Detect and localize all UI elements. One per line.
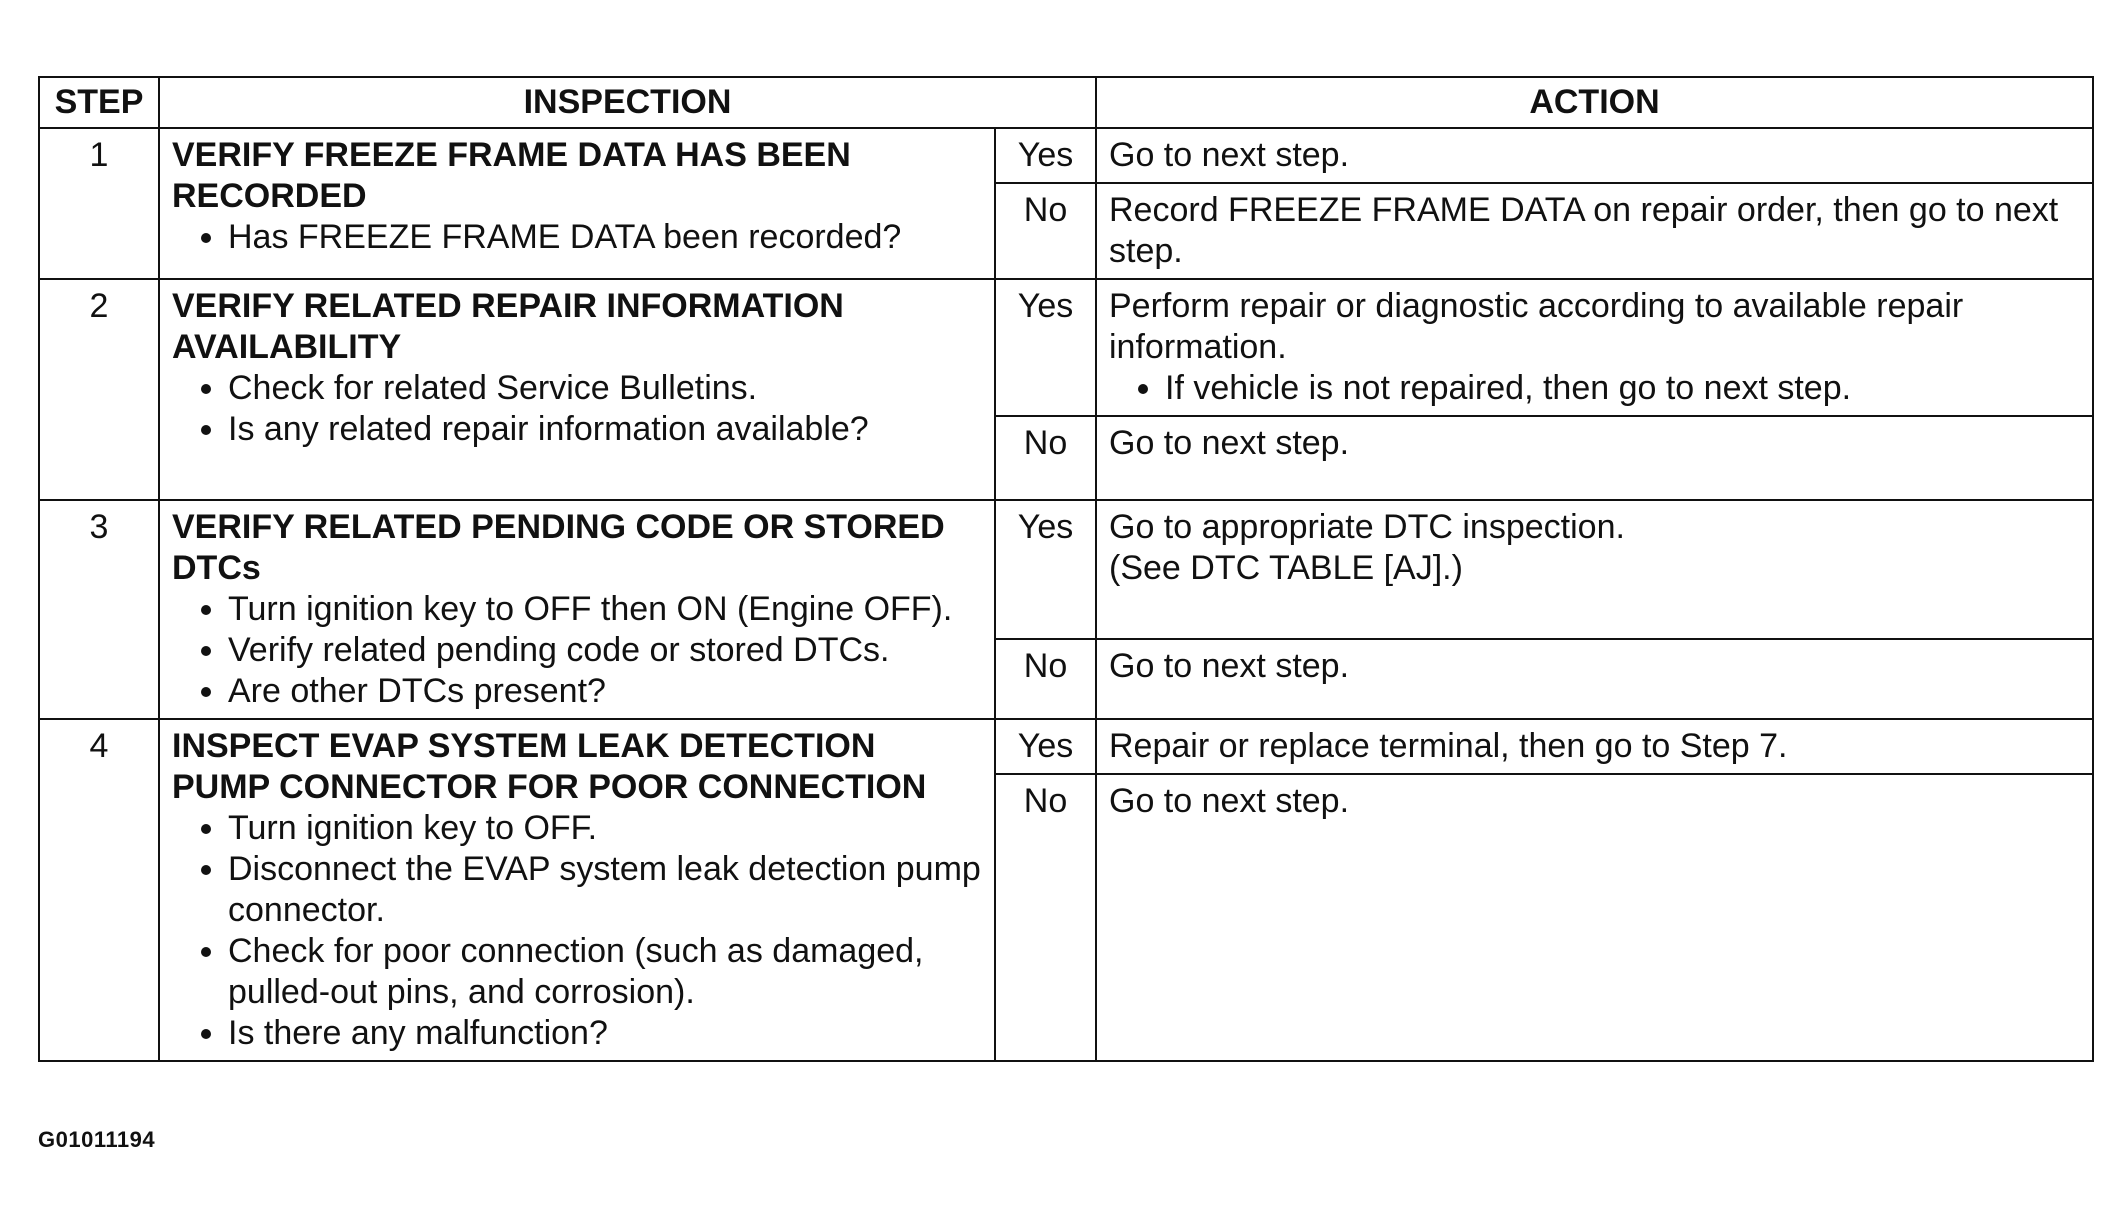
no-label: No xyxy=(995,639,1096,719)
figure-id: G01011194 xyxy=(38,1127,156,1152)
action-bullet: • If vehicle is not repaired, then go to next step. xyxy=(1165,368,2080,409)
inspection-bullets xyxy=(172,808,982,1054)
step-1-yes-row xyxy=(39,128,2093,183)
inspection-title: INSPECT EVAP SYSTEM LEAK DETECTION PUMP CONNECTOR FOR POOR CONNECTION xyxy=(172,727,927,806)
inspection-cell xyxy=(159,719,995,1061)
yes-action: Go to next step. xyxy=(1096,128,2093,183)
header-row xyxy=(39,77,2093,128)
yes-action: Repair or replace terminal, then go to Step 7. xyxy=(1096,719,2093,774)
no-label: No xyxy=(995,416,1096,500)
no-action: Go to next step. xyxy=(1096,774,2093,1061)
no-action: Go to next step. xyxy=(1096,639,2093,719)
no-label: No xyxy=(995,774,1096,1061)
yes-label: Yes xyxy=(995,719,1096,774)
inspection-bullets xyxy=(172,589,982,712)
header-step: STEP xyxy=(39,77,159,128)
yes-label: Yes xyxy=(995,128,1096,183)
inspection-bullets xyxy=(172,217,982,258)
inspection-title: VERIFY RELATED PENDING CODE OR STORED DTCs xyxy=(172,508,945,587)
no-action: Record FREEZE FRAME DATA on repair order, then go to next step. xyxy=(1096,183,2093,279)
inspection-bullet: • Has FREEZE FRAME DATA been recorded? xyxy=(228,217,982,258)
yes-label: Yes xyxy=(995,500,1096,639)
step-number: 4 xyxy=(39,719,159,1061)
yes-action-cell xyxy=(1096,500,2093,639)
inspection-bullet: • Are other DTCs present? xyxy=(228,671,982,712)
yes-action: Go to appropriate DTC inspection. xyxy=(1109,508,1625,546)
inspection-title: VERIFY FREEZE FRAME DATA HAS BEEN RECORDED xyxy=(172,136,851,215)
inspection-bullet: • Is there any malfunction? xyxy=(228,1013,982,1054)
inspection-bullet: • Verify related pending code or stored DTCs. xyxy=(228,630,982,671)
inspection-bullet: • Turn ignition key to OFF then ON (Engine OFF). xyxy=(228,589,982,630)
step-2-yes-row xyxy=(39,279,2093,416)
header-inspection: INSPECTION xyxy=(159,77,1096,128)
inspection-cell xyxy=(159,128,995,279)
inspection-title: VERIFY RELATED REPAIR INFORMATION AVAILABILITY xyxy=(172,287,844,366)
yes-action-reference: (See DTC TABLE [AJ].) xyxy=(1109,549,1463,587)
inspection-cell xyxy=(159,500,995,719)
step-number: 3 xyxy=(39,500,159,719)
no-action: Go to next step. xyxy=(1096,416,2093,500)
step-3-yes-row xyxy=(39,500,2093,639)
action-bullets xyxy=(1109,368,2080,409)
inspection-bullets xyxy=(172,368,982,450)
step-4-yes-row xyxy=(39,719,2093,774)
diagnostic-table xyxy=(38,76,2094,1062)
inspection-bullet: • Check for related Service Bulletins. xyxy=(228,368,982,409)
step-number: 2 xyxy=(39,279,159,500)
step-number: 1 xyxy=(39,128,159,279)
inspection-cell xyxy=(159,279,995,500)
yes-action-cell xyxy=(1096,279,2093,416)
no-label: No xyxy=(995,183,1096,279)
yes-label: Yes xyxy=(995,279,1096,416)
inspection-bullet: • Check for poor connection (such as damaged, pulled-out pins, and corrosion). xyxy=(228,931,982,1013)
inspection-bullet: • Disconnect the EVAP system leak detection pump connector. xyxy=(228,849,982,931)
inspection-bullet: • Turn ignition key to OFF. xyxy=(228,808,982,849)
header-action: ACTION xyxy=(1096,77,2093,128)
yes-action: Perform repair or diagnostic according to available repair information. xyxy=(1109,287,1964,366)
inspection-bullet: • Is any related repair information available? xyxy=(228,409,982,450)
